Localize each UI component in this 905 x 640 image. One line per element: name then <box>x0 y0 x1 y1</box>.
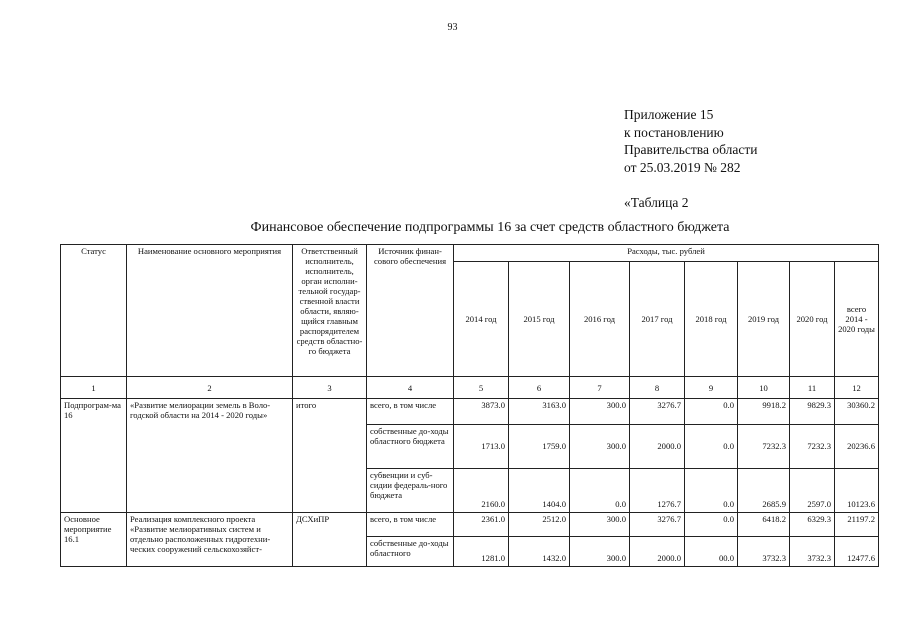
header-name: Наименование основного мероприятия <box>127 245 293 377</box>
value-cell: 3873.0 <box>454 399 509 425</box>
col-number: 7 <box>570 377 630 399</box>
value-cell: 2512.0 <box>509 513 570 537</box>
value-cell: 0.0 <box>685 399 738 425</box>
value-cell: 2597.0 <box>790 469 835 513</box>
value-cell: 300.0 <box>570 399 630 425</box>
header-year: 2019 год <box>738 262 790 377</box>
value-cell: 3276.7 <box>630 399 685 425</box>
header-responsible: Ответственный исполнитель, исполнитель, орган исполни-тельной государ-ственной власти области, являю-щийся главным распорядителем средств областно-го бюджета <box>293 245 367 377</box>
value-cell: 1713.0 <box>454 425 509 469</box>
header-year: всего 2014 - 2020 годы <box>835 262 879 377</box>
table-label: «Таблица 2 <box>624 195 689 210</box>
row-responsible: ДСХиПР <box>293 513 367 567</box>
page-number: 93 <box>447 22 458 33</box>
row-source: собственные до-ходы областного бюджета <box>367 425 454 469</box>
header-year: 2017 год <box>630 262 685 377</box>
appendix-line: Приложение 15 <box>624 107 714 122</box>
value-cell: 300.0 <box>570 537 630 567</box>
value-cell: 1276.7 <box>630 469 685 513</box>
row-source: субвенции и суб-сидии федераль-ного бюджета <box>367 469 454 513</box>
appendix-line: к постановлению <box>624 124 724 140</box>
value-cell: 2685.9 <box>738 469 790 513</box>
row-status: Основное мероприятие 16.1 <box>61 513 127 567</box>
value-cell: 12477.6 <box>835 537 879 567</box>
value-cell: 3276.7 <box>630 513 685 537</box>
header-year: 2020 год <box>790 262 835 377</box>
value-cell: 9829.3 <box>790 399 835 425</box>
col-number: 4 <box>367 377 454 399</box>
col-number: 12 <box>835 377 879 399</box>
value-cell: 0.0 <box>685 469 738 513</box>
header-year: 2018 год <box>685 262 738 377</box>
header-expenses: Расходы, тыс. рублей <box>454 245 879 262</box>
value-cell: 00.0 <box>685 537 738 567</box>
row-name: «Развитие мелиорации земель в Воло-годской области на 2014 - 2020 годы» <box>127 399 293 513</box>
header-year: 2014 год <box>454 262 509 377</box>
value-cell: 300.0 <box>570 513 630 537</box>
value-cell: 3732.3 <box>738 537 790 567</box>
col-number: 1 <box>61 377 127 399</box>
header-source: Источник финан-сового обеспечения <box>367 245 454 377</box>
header-year: 2015 год <box>509 262 570 377</box>
value-cell: 21197.2 <box>835 513 879 537</box>
value-cell: 6329.3 <box>790 513 835 537</box>
value-cell: 1404.0 <box>509 469 570 513</box>
value-cell: 6418.2 <box>738 513 790 537</box>
appendix-line: Правительства области <box>624 142 758 157</box>
value-cell: 3732.3 <box>790 537 835 567</box>
value-cell: 2160.0 <box>454 469 509 513</box>
value-cell: 7232.3 <box>738 425 790 469</box>
row-source: всего, в том числе <box>367 399 454 425</box>
appendix-line: от 25.03.2019 № 282 <box>624 159 741 175</box>
value-cell: 1281.0 <box>454 537 509 567</box>
col-number: 8 <box>630 377 685 399</box>
header-year: 2016 год <box>570 262 630 377</box>
value-cell: 0.0 <box>685 513 738 537</box>
col-number: 10 <box>738 377 790 399</box>
row-source: всего, в том числе <box>367 513 454 537</box>
appendix-block <box>624 106 757 176</box>
value-cell: 30360.2 <box>835 399 879 425</box>
row-responsible: итого <box>293 399 367 513</box>
value-cell: 1432.0 <box>509 537 570 567</box>
value-cell: 10123.6 <box>835 469 879 513</box>
value-cell: 300.0 <box>570 425 630 469</box>
value-cell: 7232.3 <box>790 425 835 469</box>
col-number: 2 <box>127 377 293 399</box>
finance-table <box>60 244 879 567</box>
col-number: 11 <box>790 377 835 399</box>
col-number: 9 <box>685 377 738 399</box>
value-cell: 1759.0 <box>509 425 570 469</box>
value-cell: 2361.0 <box>454 513 509 537</box>
value-cell: 2000.0 <box>630 425 685 469</box>
table-caption: Финансовое обеспечение подпрограммы 16 за счет средств областного бюджета <box>250 220 730 235</box>
row-name: Реализация комплексного проекта «Развитие мелиоративных систем и отдельно расположенных гидротехни-ческих сооружений сельскохозяйст- <box>127 513 293 567</box>
value-cell: 3163.0 <box>509 399 570 425</box>
header-status: Статус <box>61 245 127 377</box>
value-cell: 9918.2 <box>738 399 790 425</box>
value-cell: 20236.6 <box>835 425 879 469</box>
value-cell: 0.0 <box>570 469 630 513</box>
value-cell: 0.0 <box>685 425 738 469</box>
row-status: Подпрограм-ма 16 <box>61 399 127 513</box>
col-number: 5 <box>454 377 509 399</box>
col-number: 3 <box>293 377 367 399</box>
col-number: 6 <box>509 377 570 399</box>
row-source: собственные до-ходы областного <box>367 537 454 567</box>
value-cell: 2000.0 <box>630 537 685 567</box>
